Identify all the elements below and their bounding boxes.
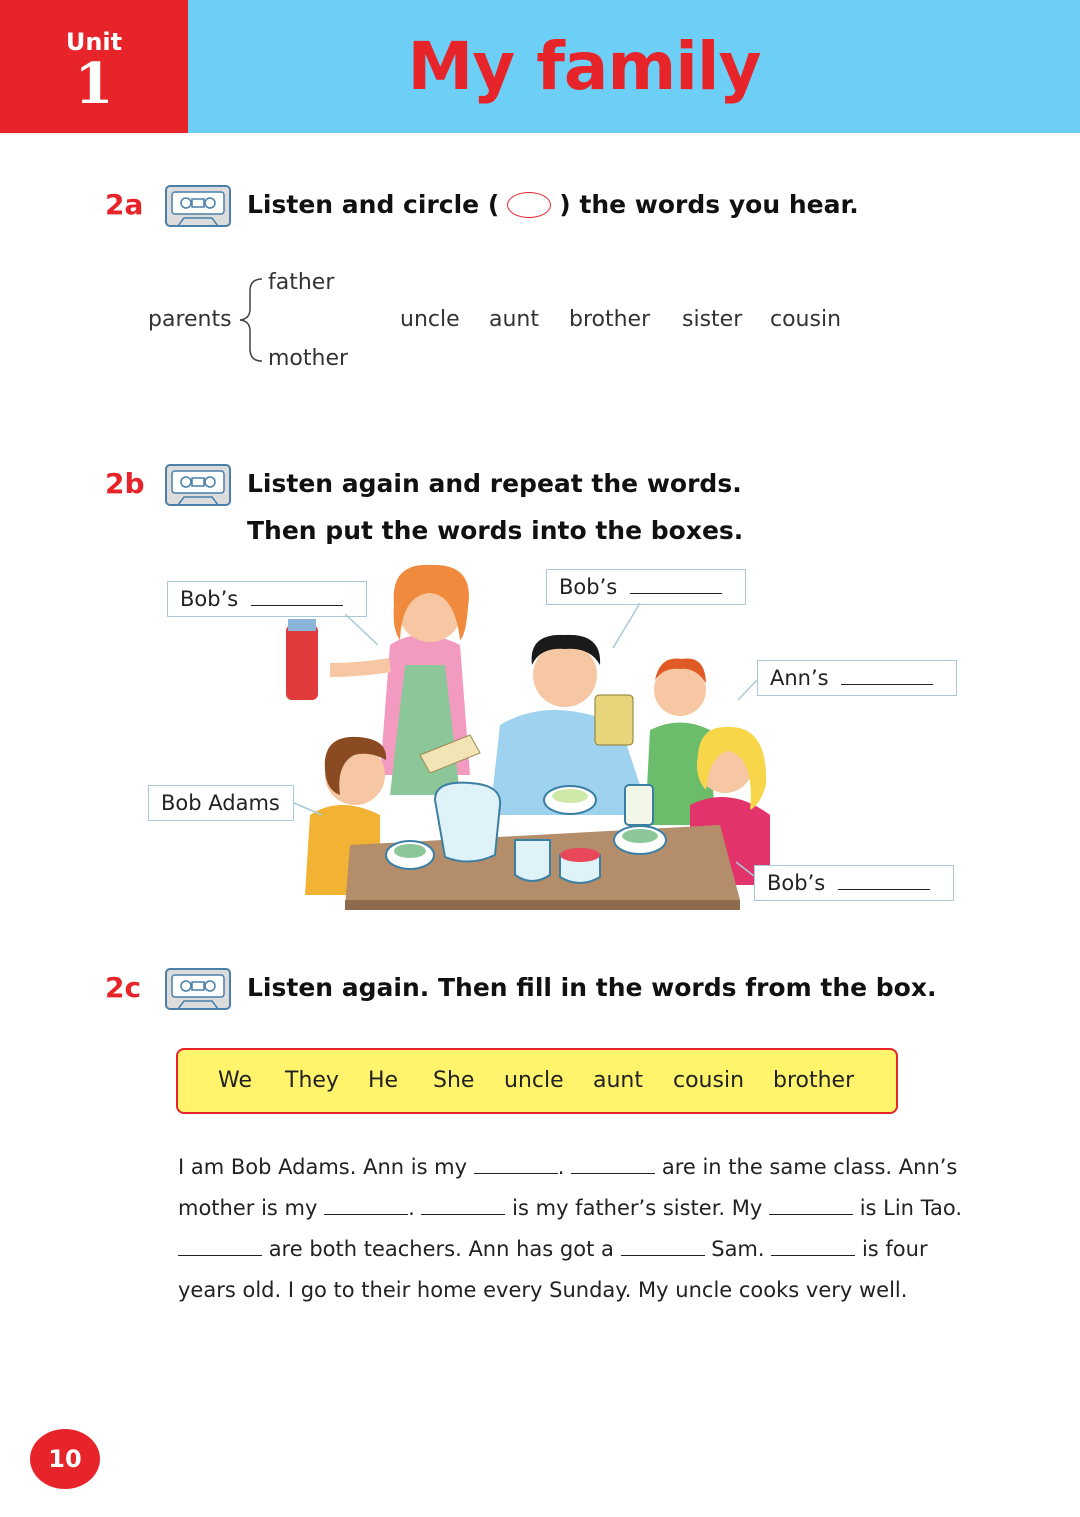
word-parents: parents — [148, 307, 232, 332]
passage-text: is my father’s sister. My — [512, 1196, 763, 1220]
label-box-bobs-father[interactable] — [546, 569, 746, 605]
answer-blank[interactable] — [841, 667, 933, 685]
passage-text: mother is my — [178, 1196, 318, 1220]
word-bank-item: uncle — [504, 1068, 564, 1093]
answer-blank[interactable] — [324, 1197, 408, 1215]
passage-text: . — [408, 1196, 415, 1220]
label-box-text: Bob’s — [559, 575, 618, 599]
label-box-bobs-mother[interactable] — [167, 581, 367, 617]
cassette-tape-icon — [162, 963, 234, 1013]
passage-text: are both teachers. Ann has got a — [268, 1237, 614, 1261]
label-box-bobs-cousin[interactable] — [754, 865, 954, 901]
label-box-text: Bob’s — [767, 871, 826, 895]
passage-line-4 — [178, 1278, 974, 1302]
word-bank-item: We — [218, 1068, 252, 1093]
page-number: 10 — [30, 1429, 100, 1489]
word-cousin: cousin — [770, 307, 842, 332]
answer-blank[interactable] — [571, 1156, 655, 1174]
cassette-tape-icon — [162, 180, 234, 230]
word-bank-box — [176, 1048, 898, 1114]
instruction-2b-line1: Listen again and repeat the words. — [247, 469, 742, 498]
passage-text: years old. I go to their home every Sunday. My uncle cooks very well. — [178, 1278, 908, 1302]
section-label-2b: 2b — [105, 467, 145, 500]
answer-blank[interactable] — [251, 588, 343, 606]
word-mother: mother — [268, 346, 349, 371]
word-bank-item: brother — [773, 1068, 855, 1093]
instruction-2a-before: Listen and circle ( — [247, 190, 500, 219]
answer-blank[interactable] — [838, 872, 930, 890]
word-bank-item: She — [433, 1068, 475, 1093]
brace-icon — [236, 275, 266, 365]
page-header — [0, 0, 1080, 133]
label-box-text: Bob Adams — [161, 791, 280, 815]
section-label-2a: 2a — [105, 188, 144, 221]
answer-blank[interactable] — [769, 1197, 853, 1215]
passage-line-3 — [178, 1237, 974, 1261]
passage-line-1 — [178, 1155, 974, 1179]
word-bank-item: He — [368, 1068, 399, 1093]
label-box-text: Ann’s — [770, 666, 829, 690]
page-title: My family — [407, 28, 761, 105]
passage-line-2 — [178, 1196, 974, 1220]
answer-blank[interactable] — [474, 1156, 558, 1174]
unit-number: 1 — [74, 51, 114, 117]
unit-badge — [0, 0, 188, 133]
cassette-tape-icon — [162, 459, 234, 509]
word-brother: brother — [569, 307, 651, 332]
passage-text: is four — [861, 1237, 928, 1261]
label-box-bob-adams — [148, 785, 294, 821]
section-label-2c: 2c — [105, 971, 142, 1004]
instruction-2a-after: ) the words you hear. — [559, 190, 859, 219]
word-father: father — [268, 270, 335, 295]
instruction-2c: Listen again. Then fill in the words from the box. — [247, 973, 937, 1002]
answer-blank[interactable] — [621, 1238, 705, 1256]
word-aunt: aunt — [489, 307, 539, 332]
label-box-anns-brother[interactable] — [757, 660, 957, 696]
instruction-2b-line2: Then put the words into the boxes. — [247, 516, 744, 545]
passage-text: I am Bob Adams. Ann is my — [178, 1155, 468, 1179]
word-uncle: uncle — [400, 307, 460, 332]
answer-blank[interactable] — [178, 1238, 262, 1256]
word-bank-item: aunt — [593, 1068, 643, 1093]
word-bank-item: cousin — [673, 1068, 745, 1093]
word-sister: sister — [682, 307, 743, 332]
passage-text: Sam. — [711, 1237, 765, 1261]
word-bank-item: They — [285, 1068, 339, 1093]
answer-blank[interactable] — [421, 1197, 505, 1215]
passage-text: . — [557, 1155, 565, 1179]
circle-symbol-icon — [507, 192, 551, 218]
unit-label: Unit — [65, 28, 123, 56]
passage-text: are in the same class. Ann’s — [661, 1155, 958, 1179]
label-box-text: Bob’s — [180, 587, 239, 611]
answer-blank[interactable] — [771, 1238, 855, 1256]
instruction-2a — [247, 190, 859, 219]
passage-text: is Lin Tao. — [859, 1196, 963, 1220]
title-bar — [188, 0, 1080, 133]
answer-blank[interactable] — [630, 576, 722, 594]
